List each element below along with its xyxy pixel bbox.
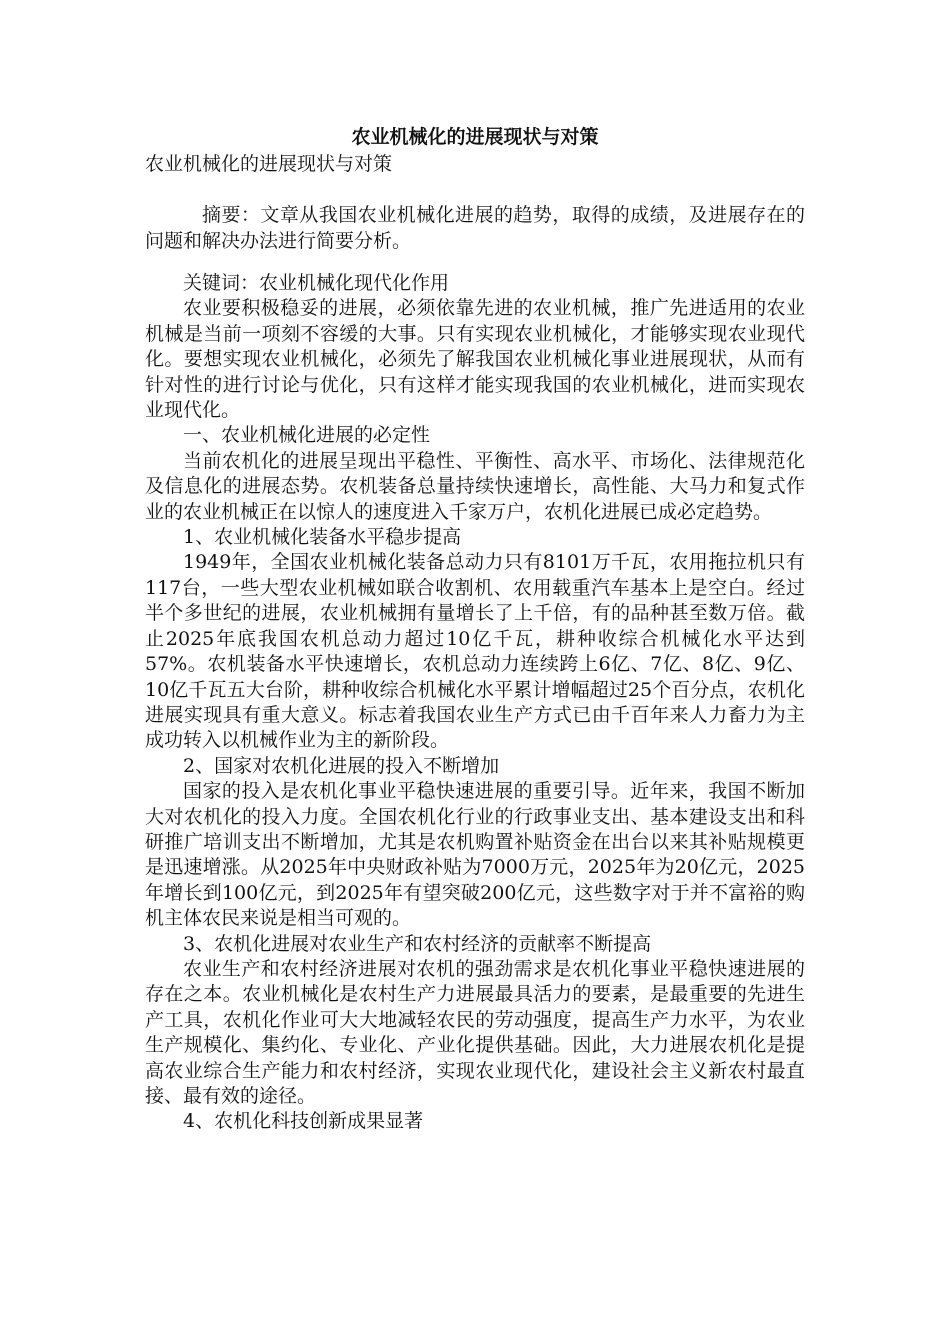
subsection-heading-2: 2、国家对农机化进展的投入不断增加 xyxy=(183,754,500,777)
document-subtitle: 农业机械化的进展现状与对策 xyxy=(145,153,393,175)
section-heading-1: 一、农业机械化进展的必定性 xyxy=(183,424,431,447)
subsection-heading-3: 3、农机化进展对农业生产和农村经济的贡献率不断提高 xyxy=(183,932,652,955)
paragraph: 1949年，全国农业机械化装备总动力只有8101万千瓦，农用拖拉机只有117台，一些大型农业机械如联合收割机、农用载重汽车基本上是空白。经过半个多世纪的进展，农业机械拥有量增长了上千倍，有的品种甚至数万倍。截止2025年底我国农机总动力超过10亿千瓦，耕种收综合机械化水平达到57%。农机装备水平快速增长，农机总动力连续跨上6亿、7亿、8亿、9亿、10亿千瓦五大台阶，耕种收综合机械化水平累计增幅超过25个百分点，农机化进展实现具有重大意义。标志着我国农业生产方式已由千百年来人力畜力为主成功转入以机械作业为主的新阶段。 xyxy=(145,551,805,752)
subsection-heading-1: 1、农业机械化装备水平稳步提高 xyxy=(183,526,462,549)
paragraph: 农业生产和农村经济进展对农机的强劲需求是农机化事业平稳快速进展的存在之本。农业机械化是农村生产力进展最具活力的要素，是最重要的先进生产工具，农机化作业可大大地减轻农民的劳动强度，提高生产力水平，为农业生产规模化、集约化、专业化、产业化提供基础。因此，大力进展农机化是提高农业综合生产能力和农村经济，实现农业现代化，建设社会主义新农村最直接、最有效的途径。 xyxy=(145,957,805,1107)
paragraph-intro: 农业要积极稳妥的进展，必须依靠先进的农业机械，推广先进适用的农业机械是当前一项刻不容缓的大事。只有实现农业机械化，才能够实现农业现代化。要想实现农业机械化，必须先了解我国农业机械化事业进展现状，从而有针对性的进行讨论与优化，只有这样才能实现我国的农业机械化，进而实现农业现代化。 xyxy=(145,297,805,422)
abstract: 摘要：文章从我国农业机械化进展的趋势，取得的成绩，及进展存在的问题和解决办法进行简要分析。 xyxy=(145,204,805,252)
document-body xyxy=(145,271,805,1135)
paragraph: 国家的投入是农机化事业平稳快速进展的重要引导。近年来，我国不断加大对农机化的投入力度。全国农机化行业的行政事业支出、基本建设支出和科研推广培训支出不断增加，尤其是农机购置补贴资金在出台以来其补贴规模更是迅速增涨。从2025年中央财政补贴为7000万元，2025年为20亿元，2025年增长到100亿元，到2025年有望突破200亿元，这些数字对于并不富裕的购机主体农民来说是相当可观的。 xyxy=(145,780,805,930)
paragraph: 当前农机化的进展呈现出平稳性、平衡性、高水平、市场化、法律规范化及信息化的进展态势。农机装备总量持续快速增长，高性能、大马力和复式作业的农业机械正在以惊人的速度进入千家万户，农机化进展已成必定趋势。 xyxy=(145,449,805,523)
subsection-heading-4: 4、农机化科技创新成果显著 xyxy=(183,1110,424,1133)
keywords: 关键词：农业机械化现代化作用 xyxy=(183,272,450,294)
document-title: 农业机械化的进展现状与对策 xyxy=(351,126,599,148)
